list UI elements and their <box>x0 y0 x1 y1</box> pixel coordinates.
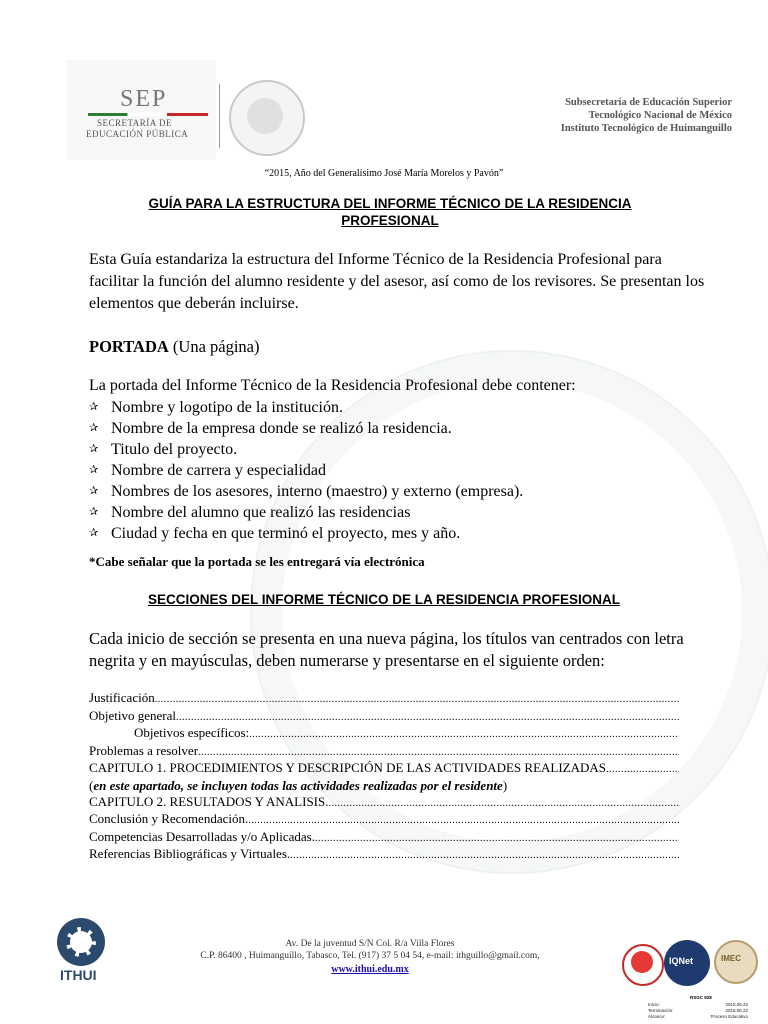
toc-row <box>89 743 679 761</box>
toc-leader <box>315 829 679 847</box>
table-of-contents <box>89 690 679 864</box>
iqnet-badge-label: IQNet <box>669 956 694 966</box>
list-item-text: Titulo del proyecto. <box>111 441 238 458</box>
certification-badge-emblem <box>631 951 653 973</box>
toc-leader <box>290 846 679 864</box>
footer-address-2: C.P. 86400 , Huimanguillo, Tabasco, Tel. (917) 37 5 04 54, e-mail: ithguillo@gmail.com, <box>200 951 540 961</box>
list-item-text: Nombre de la empresa donde se realizó la residencia. <box>111 420 452 437</box>
list-item <box>89 460 689 481</box>
toc-label: Justificación <box>89 690 155 705</box>
toc-label: Problemas a resolver <box>89 742 199 758</box>
meta-value: 2015.06.22 <box>725 1002 748 1007</box>
meta-row <box>648 1014 748 1020</box>
star-bullet-icon: ✰ <box>89 464 99 476</box>
sep-logo-subtitle-2: EDUCACIÓN PÚBLICA <box>86 129 189 139</box>
toc-row <box>89 760 679 778</box>
portada-heading-note: (Una página) <box>172 337 260 356</box>
institution-line-3: Instituto Tecnológico de Huimanguillo <box>560 123 732 134</box>
toc-row <box>89 725 679 743</box>
list-item-text: Nombre del alumno que realizó las residencias <box>111 504 411 521</box>
logo-divider <box>219 84 220 148</box>
toc-label: Objetivos específicos: <box>134 725 250 741</box>
list-item-text: Nombre y logotipo de la institución. <box>111 399 343 416</box>
toc-leader <box>328 794 679 812</box>
footer-address-1: Av. De la juventud S/N Col. R/a Villa Flores <box>285 939 455 949</box>
portada-list <box>89 397 689 544</box>
list-item <box>89 418 689 439</box>
document-code: RSGC 928 <box>690 995 712 1000</box>
website-link[interactable]: www.ithui.edu.mx <box>331 964 409 975</box>
toc-row <box>89 829 679 847</box>
star-bullet-icon: ✰ <box>89 506 99 518</box>
toc-leader <box>198 743 679 761</box>
star-bullet-icon: ✰ <box>89 485 99 497</box>
sep-logo-stripe <box>88 113 208 116</box>
portada-heading <box>89 336 711 358</box>
portada-note: *Cabe señalar que la portada se les entregará vía electrónica <box>89 554 425 569</box>
toc-leader <box>155 690 679 708</box>
intro-paragraph: Esta Guía estandariza la estructura del Informe Técnico de la Residencia Profesional para facilitar la función del alumno residente y del asesor, así como de los revisores. Se presentan los elementos que deberán incluirse. <box>89 251 705 312</box>
meta-value: Proceso Educativo <box>710 1014 748 1019</box>
ithui-logo-text: ITHUI <box>60 967 97 983</box>
toc-row <box>89 708 679 726</box>
toc-note-close: ) <box>502 777 508 793</box>
toc-leader <box>248 811 679 829</box>
list-item <box>89 397 689 418</box>
toc-label: CAPITULO 2. RESULTADOS Y ANALISIS. <box>89 793 329 809</box>
institution-line-2: Tecnológico Nacional de México <box>588 110 732 121</box>
toc-row <box>89 778 679 794</box>
toc-label: CAPITULO 1. PROCEDIMIENTOS Y DESCRIPCIÓN DE LAS ACTIVIDADES REALIZADAS <box>89 760 607 776</box>
toc-note-open: ( <box>89 777 94 793</box>
institution-line-1: Subsecretaría de Educación Superior <box>565 97 732 108</box>
meta-label: Terminación: <box>648 1008 674 1013</box>
toc-row <box>89 690 679 708</box>
toc-label: Conclusión y Recomendación. <box>89 811 249 827</box>
toc-note: en este apartado, se incluyen todas las actividades realizadas por el residente <box>93 777 503 793</box>
toc-label: Referencias Bibliográficas y Virtuales. <box>89 846 291 862</box>
toc-leader <box>176 708 679 726</box>
list-item <box>89 439 689 460</box>
sep-logo-word: SEP <box>120 86 168 112</box>
list-item-text: Nombres de los asesores, interno (maestro) y externo (empresa). <box>111 483 524 500</box>
toc-label: Competencias Desarrolladas y/o Aplicadas. <box>89 828 315 844</box>
year-quote: “2015, Año del Generalísimo José María Morelos y Pavón” <box>264 168 504 179</box>
toc-row <box>89 846 679 864</box>
toc-label: Objetivo general <box>89 707 176 723</box>
meta-label: Inicio: <box>648 1002 660 1007</box>
list-item <box>89 502 689 523</box>
national-seal-emblem <box>247 98 283 134</box>
sep-logo-subtitle-1: SECRETARÍA DE <box>97 118 173 128</box>
list-item <box>89 523 689 544</box>
meta-label: Alcance: <box>648 1014 666 1019</box>
sections-title: SECCIONES DEL INFORME TÉCNICO DE LA RESIDENCIA PROFESIONAL <box>147 592 621 607</box>
toc-row <box>89 794 679 812</box>
star-bullet-icon: ✰ <box>89 422 99 434</box>
imec-badge-label: IMEC <box>721 954 741 963</box>
star-bullet-icon: ✰ <box>89 401 99 413</box>
portada-heading-label: PORTADA <box>89 337 169 356</box>
list-item <box>89 481 689 502</box>
star-bullet-icon: ✰ <box>89 527 99 539</box>
document-title: GUÍA PARA LA ESTRUCTURA DEL INFORME TÉCNICO DE LA RESIDENCIA PROFESIONAL <box>148 196 632 228</box>
list-item-text: Nombre de carrera y especialidad <box>111 462 326 479</box>
portada-intro: La portada del Informe Técnico de la Residencia Profesional debe contener: <box>89 377 576 394</box>
list-item-text: Ciudad y fecha en que terminó el proyecto, mes y año. <box>111 525 461 542</box>
sections-intro: Cada inicio de sección se presenta en una nueva página, los títulos van centrados con letra negrita y en mayúsculas, deben numerarse y presentarse en el siguiente orden: <box>89 629 684 670</box>
toc-leader <box>606 760 679 778</box>
toc-row <box>89 811 679 829</box>
meta-value: 2018.06.22 <box>725 1008 748 1013</box>
toc-leader <box>249 725 679 743</box>
certification-meta <box>648 1002 748 1020</box>
gear-icon <box>66 927 96 957</box>
star-bullet-icon: ✰ <box>89 443 99 455</box>
